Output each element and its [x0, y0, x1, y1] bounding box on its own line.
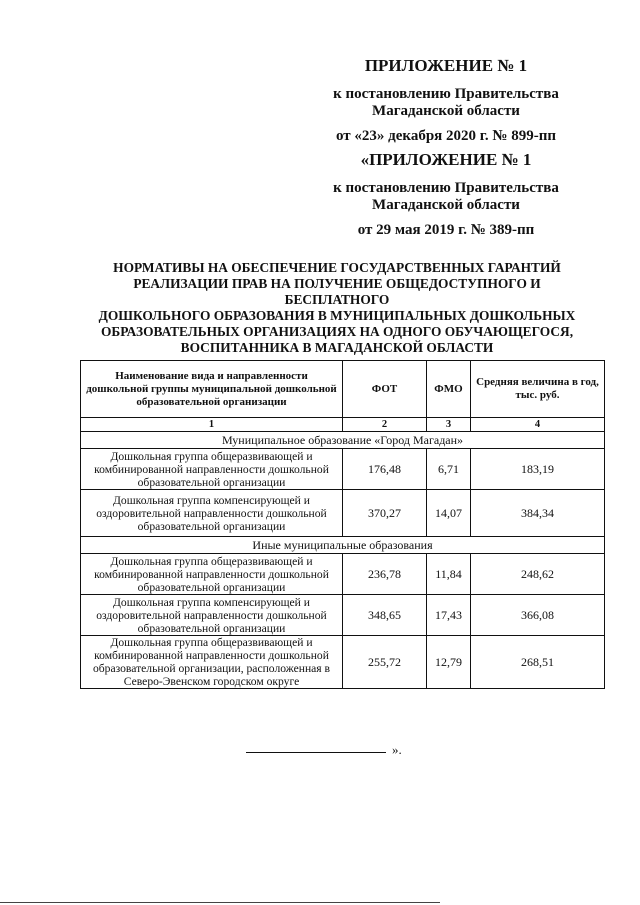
title-line: ДОШКОЛЬНОГО ОБРАЗОВАНИЯ В МУНИЦИПАЛЬНЫХ ДОШКОЛЬНЫХ	[98, 308, 576, 323]
table-row	[81, 554, 605, 595]
fot-value: 255,72	[343, 636, 427, 689]
fot-value: 370,27	[343, 490, 427, 537]
appendix-header-previous	[330, 151, 562, 239]
fot-value: 176,48	[343, 449, 427, 490]
group-name: Дошкольная группа компенсирующей и оздоровительной направленности дошкольной образовательной организации	[81, 490, 343, 537]
appendix-line: к постановлению Правительства	[333, 86, 559, 102]
column-number: 1	[81, 418, 343, 432]
appendix-title: «ПРИЛОЖЕНИЕ № 1	[360, 150, 532, 169]
closing-mark: ».	[392, 742, 402, 757]
group-name: Дошкольная группа общеразвивающей и комбинированной направленности дошкольной образовательной организации	[81, 554, 343, 595]
section-label: Иные муниципальные образования	[81, 537, 605, 554]
title-line: РЕАЛИЗАЦИИ ПРАВ НА ПОЛУЧЕНИЕ ОБЩЕДОСТУПНОГО И БЕСПЛАТНОГО	[133, 276, 541, 307]
group-name: Дошкольная группа общеразвивающей и комбинированной направленности дошкольной образовательной организации	[81, 449, 343, 490]
title-line: ВОСПИТАННИКА В МАГАДАНСКОЙ ОБЛАСТИ	[180, 340, 494, 355]
fot-value: 348,65	[343, 595, 427, 636]
appendix-date: от «23» декабря 2020 г. № 899-пп	[335, 128, 556, 144]
fot-value: 236,78	[343, 554, 427, 595]
table-row	[81, 636, 605, 689]
appendix-line: к постановлению Правительства	[333, 180, 559, 196]
average-value: 384,34	[471, 490, 605, 537]
table-row	[81, 449, 605, 490]
table-row	[81, 490, 605, 537]
section-label: Муниципальное образование «Город Магадан»	[81, 432, 605, 449]
average-value: 366,08	[471, 595, 605, 636]
fmo-value: 6,71	[427, 449, 471, 490]
appendix-date: от 29 мая 2019 г. № 389-пп	[357, 222, 535, 238]
section-row	[81, 537, 605, 554]
header-fot: ФОТ	[343, 361, 427, 418]
header-fmo: ФМО	[427, 361, 471, 418]
group-name: Дошкольная группа общеразвивающей и комбинированной направленности дошкольной образовательной организации, расположенная в Северо-Эвенском городском округе	[81, 636, 343, 689]
appendix-line: Магаданской области	[372, 103, 520, 119]
column-number: 4	[471, 418, 605, 432]
table-row	[81, 595, 605, 636]
norms-table	[80, 360, 605, 689]
closing-rule	[246, 752, 386, 753]
section-row	[81, 432, 605, 449]
appendix-line: Магаданской области	[372, 197, 520, 213]
column-number: 3	[427, 418, 471, 432]
average-value: 268,51	[471, 636, 605, 689]
average-value: 183,19	[471, 449, 605, 490]
document-title	[82, 260, 592, 356]
page-edge-rule	[0, 902, 440, 903]
column-number-row	[81, 418, 605, 432]
header-average: Средняя величина в год, тыс. руб.	[471, 361, 605, 418]
appendix-header-current	[330, 57, 562, 145]
fmo-value: 17,43	[427, 595, 471, 636]
title-line: НОРМАТИВЫ НА ОБЕСПЕЧЕНИЕ ГОСУДАРСТВЕННЫХ ГАРАНТИЙ	[113, 260, 561, 275]
column-number: 2	[343, 418, 427, 432]
table-header-row	[81, 361, 605, 418]
group-name: Дошкольная группа компенсирующей и оздоровительной направленности дошкольной образовательной организации	[81, 595, 343, 636]
fmo-value: 14,07	[427, 490, 471, 537]
header-name: Наименование вида и направленности дошкольной группы муниципальной дошкольной образовательной организации	[81, 361, 343, 418]
appendix-title: ПРИЛОЖЕНИЕ № 1	[364, 56, 528, 75]
fmo-value: 11,84	[427, 554, 471, 595]
title-line: ОБРАЗОВАТЕЛЬНЫХ ОРГАНИЗАЦИЯХ НА ОДНОГО ОБУЧАЮЩЕГОСЯ,	[100, 324, 574, 339]
average-value: 248,62	[471, 554, 605, 595]
fmo-value: 12,79	[427, 636, 471, 689]
